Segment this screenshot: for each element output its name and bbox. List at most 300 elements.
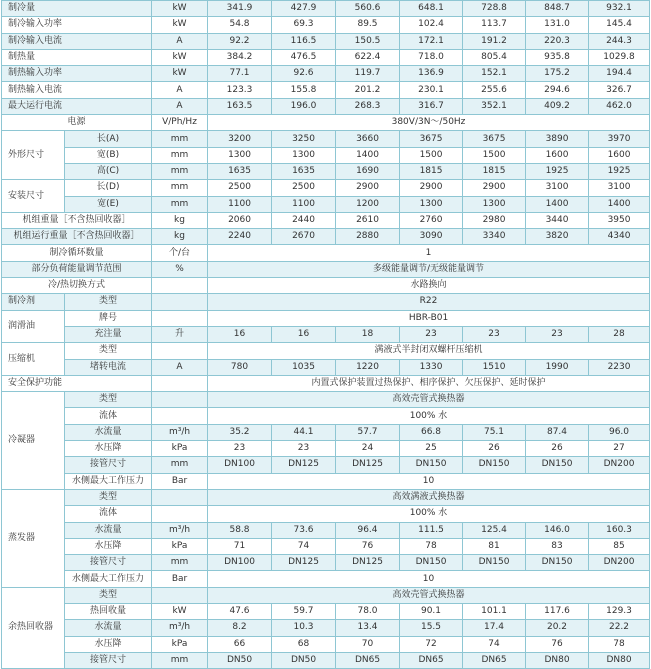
- cell: 1690: [336, 163, 400, 179]
- cell: 16: [208, 326, 272, 342]
- cell: 136.9: [400, 66, 463, 82]
- cell: DN125: [336, 457, 400, 473]
- cell: 1400: [526, 196, 589, 212]
- cell: 3100: [589, 180, 650, 196]
- cell: 92.6: [272, 66, 336, 82]
- cell: 932.1: [589, 1, 650, 17]
- table-row: [2, 98, 650, 114]
- row-unit: Bar: [152, 571, 208, 587]
- row-label: 机组重量［不含热回收器］: [2, 212, 152, 228]
- cell: 35.2: [208, 424, 272, 440]
- cell: 780: [208, 359, 272, 375]
- cell: 409.2: [526, 98, 589, 114]
- cell: 2060: [208, 212, 272, 228]
- row-label: 流体: [65, 408, 152, 424]
- table-row: [2, 522, 650, 538]
- row-label: 最大运行电流: [2, 98, 152, 114]
- cell: 69.3: [272, 17, 336, 33]
- cell: 73.6: [272, 522, 336, 538]
- cell: 119.7: [336, 66, 400, 82]
- cell: 85: [589, 538, 650, 554]
- table-row: [2, 587, 650, 603]
- table-row: [2, 180, 650, 196]
- row-label: 类型: [65, 392, 152, 408]
- row-label: 机组运行重量［不含热回收器］: [2, 229, 152, 245]
- row-unit: [152, 294, 208, 310]
- cell: 2900: [336, 180, 400, 196]
- cell: 23: [208, 441, 272, 457]
- cell: 175.2: [526, 66, 589, 82]
- row-unit: m³/h: [152, 522, 208, 538]
- table-row: [2, 375, 650, 391]
- row-label: 水流量: [65, 424, 152, 440]
- cell: 76: [336, 538, 400, 554]
- row-label: 接管尺寸: [65, 457, 152, 473]
- row-unit: mm: [152, 555, 208, 571]
- cell: 805.4: [463, 49, 526, 65]
- row-unit: [152, 587, 208, 603]
- cell: DN150: [400, 555, 463, 571]
- cell: 848.7: [526, 1, 589, 17]
- row-label: 制冷剂: [2, 294, 65, 310]
- cell: 2440: [272, 212, 336, 228]
- cell: 131.0: [526, 17, 589, 33]
- cell: 3250: [272, 131, 336, 147]
- cell: 230.1: [400, 82, 463, 98]
- cell: DN200: [589, 555, 650, 571]
- cell: 1500: [463, 147, 526, 163]
- table-row: [2, 33, 650, 49]
- cell: 2900: [400, 180, 463, 196]
- cell: 129.3: [589, 603, 650, 619]
- row-unit: kg: [152, 212, 208, 228]
- row-label: 制冷输入电流: [2, 33, 152, 49]
- cell: 1300: [272, 147, 336, 163]
- group-condenser: 冷凝器: [2, 392, 65, 490]
- row-unit: mm: [152, 652, 208, 668]
- cell: 66.8: [400, 424, 463, 440]
- table-row: [2, 147, 650, 163]
- row-label: 牌号: [65, 310, 152, 326]
- table-row: [2, 506, 650, 522]
- table-row: [2, 131, 650, 147]
- cell: 1029.8: [589, 49, 650, 65]
- table-row: [2, 66, 650, 82]
- row-unit: mm: [152, 163, 208, 179]
- cell: DN150: [463, 555, 526, 571]
- row-unit: kW: [152, 66, 208, 82]
- cell: 1330: [400, 359, 463, 375]
- cell: DN125: [272, 457, 336, 473]
- cell: 191.2: [463, 33, 526, 49]
- cell: 15.5: [400, 620, 463, 636]
- table-row: [2, 212, 650, 228]
- cell: DN100: [208, 555, 272, 571]
- row-label: 制热量: [2, 49, 152, 65]
- cell: 1100: [272, 196, 336, 212]
- cell: 1600: [589, 147, 650, 163]
- group-heat-recovery: 余热回收器: [2, 587, 65, 668]
- table-row: [2, 457, 650, 473]
- row-label: 宽(B): [65, 147, 152, 163]
- row-label: 接管尺寸: [65, 555, 152, 571]
- cell: 718.0: [400, 49, 463, 65]
- cell: 75.1: [463, 424, 526, 440]
- table-row: [2, 17, 650, 33]
- row-unit: m³/h: [152, 424, 208, 440]
- cell: 427.9: [272, 1, 336, 17]
- table-row: [2, 229, 650, 245]
- cell: 101.1: [463, 603, 526, 619]
- cell: DN50: [208, 652, 272, 668]
- row-unit: mm: [152, 180, 208, 196]
- cell: 3675: [400, 131, 463, 147]
- spec-table: [1, 0, 650, 669]
- row-label: 水侧最大工作压力: [65, 473, 152, 489]
- cell: 26: [526, 441, 589, 457]
- row-unit: mm: [152, 196, 208, 212]
- table-row: [2, 326, 650, 342]
- cell: 3950: [589, 212, 650, 228]
- row-label: 部分负荷能量调节范围: [2, 261, 152, 277]
- row-sublabel: 类型: [65, 294, 152, 310]
- row-label: 水压降: [65, 441, 152, 457]
- group-compressor: 压缩机: [2, 343, 65, 376]
- cell: 2500: [272, 180, 336, 196]
- cell: DN50: [272, 652, 336, 668]
- cell: 125.4: [463, 522, 526, 538]
- cell: 96.4: [336, 522, 400, 538]
- cell: 27: [589, 441, 650, 457]
- cell: 74: [463, 636, 526, 652]
- cell: 3675: [463, 131, 526, 147]
- merged-cell: 满液式半封闭双螺杆压缩机: [208, 343, 650, 359]
- row-label: 冷/热切换方式: [2, 278, 152, 294]
- row-unit: [152, 506, 208, 522]
- cell: 90.1: [400, 603, 463, 619]
- table-row: [2, 115, 650, 131]
- cell: DN150: [526, 555, 589, 571]
- row-label: 热回收量: [65, 603, 152, 619]
- cell: 196.0: [272, 98, 336, 114]
- cell: 935.8: [526, 49, 589, 65]
- table-row: [2, 441, 650, 457]
- row-label: 堵转电流: [65, 359, 152, 375]
- row-unit: %: [152, 261, 208, 277]
- cell: 648.1: [400, 1, 463, 17]
- cell: 146.0: [526, 522, 589, 538]
- cell: 123.3: [208, 82, 272, 98]
- merged-cell: 1: [208, 245, 650, 261]
- cell: 58.8: [208, 522, 272, 538]
- merged-cell: 多级能量调节/无级能量调节: [208, 261, 650, 277]
- merged-cell: R22: [208, 294, 650, 310]
- cell: 111.5: [400, 522, 463, 538]
- cell: 26: [463, 441, 526, 457]
- cell: 96.0: [589, 424, 650, 440]
- cell: 70: [336, 636, 400, 652]
- cell: 3200: [208, 131, 272, 147]
- cell: 152.1: [463, 66, 526, 82]
- table-row: [2, 163, 650, 179]
- cell: 3820: [526, 229, 589, 245]
- cell: 462.0: [589, 98, 650, 114]
- row-label: 制热输入功率: [2, 66, 152, 82]
- merged-cell: 高效壳管式换热器: [208, 392, 650, 408]
- cell: 1925: [589, 163, 650, 179]
- table-row: [2, 261, 650, 277]
- row-label: 水侧最大工作压力: [65, 571, 152, 587]
- row-label: 安全保护功能: [2, 375, 152, 391]
- table-row: [2, 538, 650, 554]
- cell: 150.5: [336, 33, 400, 49]
- row-label: 长(A): [65, 131, 152, 147]
- cell: 13.4: [336, 620, 400, 636]
- row-unit: [152, 278, 208, 294]
- cell: 1815: [463, 163, 526, 179]
- cell: 23: [526, 326, 589, 342]
- cell: 18: [336, 326, 400, 342]
- cell: DN150: [463, 457, 526, 473]
- row-label: 长(D): [65, 180, 152, 196]
- row-label: 宽(E): [65, 196, 152, 212]
- merged-cell: 水路换向: [208, 278, 650, 294]
- cell: DN65: [400, 652, 463, 668]
- cell: 81: [463, 538, 526, 554]
- cell: DN150: [400, 457, 463, 473]
- table-row: [2, 473, 650, 489]
- row-unit: kPa: [152, 441, 208, 457]
- table-row: [2, 49, 650, 65]
- row-unit: kW: [152, 603, 208, 619]
- row-unit: [152, 343, 208, 359]
- cell: 68: [272, 636, 336, 652]
- cell: 74: [272, 538, 336, 554]
- cell: 78.0: [336, 603, 400, 619]
- cell: 1815: [400, 163, 463, 179]
- table-row: [2, 196, 650, 212]
- cell: DN125: [336, 555, 400, 571]
- table-row: [2, 310, 650, 326]
- row-unit: V/Ph/Hz: [152, 115, 208, 131]
- cell: 384.2: [208, 49, 272, 65]
- table-row: [2, 359, 650, 375]
- cell: 102.4: [400, 17, 463, 33]
- table-row: [2, 82, 650, 98]
- row-label: 类型: [65, 489, 152, 505]
- row-unit: Bar: [152, 473, 208, 489]
- cell: 1200: [336, 196, 400, 212]
- row-label: 电源: [2, 115, 152, 131]
- merged-cell: 10: [208, 571, 650, 587]
- row-unit: kW: [152, 1, 208, 17]
- cell: 1220: [336, 359, 400, 375]
- cell: 3100: [526, 180, 589, 196]
- cell: 76: [526, 636, 589, 652]
- cell: 352.1: [463, 98, 526, 114]
- table-row: [2, 555, 650, 571]
- cell: 3970: [589, 131, 650, 147]
- row-unit: kW: [152, 17, 208, 33]
- row-unit: mm: [152, 131, 208, 147]
- row-unit: A: [152, 82, 208, 98]
- cell: 47.6: [208, 603, 272, 619]
- table-row: [2, 294, 650, 310]
- cell: 145.4: [589, 17, 650, 33]
- cell: 92.2: [208, 33, 272, 49]
- row-unit: kW: [152, 49, 208, 65]
- table-row: [2, 343, 650, 359]
- table-row: [2, 636, 650, 652]
- table-row: [2, 392, 650, 408]
- cell: 2900: [463, 180, 526, 196]
- cell: 255.6: [463, 82, 526, 98]
- table-row: [2, 603, 650, 619]
- cell: 1600: [526, 147, 589, 163]
- cell: 244.3: [589, 33, 650, 49]
- cell: 25: [400, 441, 463, 457]
- cell: 23: [463, 326, 526, 342]
- cell: 294.6: [526, 82, 589, 98]
- group-dimensions: 外形尺寸: [2, 131, 65, 180]
- cell: 54.8: [208, 17, 272, 33]
- cell: DN80: [526, 652, 589, 668]
- row-label: 制冷输入功率: [2, 17, 152, 33]
- cell: 16: [272, 326, 336, 342]
- table-row: [2, 424, 650, 440]
- cell: 3440: [526, 212, 589, 228]
- cell: 220.3: [526, 33, 589, 49]
- merged-cell: 内置式保护装置过热保护、相序保护、欠压保护、延时保护: [208, 375, 650, 391]
- cell: 116.5: [272, 33, 336, 49]
- row-label: 流体: [65, 506, 152, 522]
- cell: 77.1: [208, 66, 272, 82]
- row-unit: kPa: [152, 636, 208, 652]
- table-row: [2, 489, 650, 505]
- cell: 2500: [208, 180, 272, 196]
- cell: 1400: [336, 147, 400, 163]
- table-row: [2, 1, 650, 17]
- cell: 23: [272, 441, 336, 457]
- cell: DN65: [336, 652, 400, 668]
- cell: 117.6: [526, 603, 589, 619]
- cell: 4340: [589, 229, 650, 245]
- cell: 2230: [589, 359, 650, 375]
- table-row: [2, 408, 650, 424]
- cell: DN100: [208, 457, 272, 473]
- cell: 83: [526, 538, 589, 554]
- cell: 1100: [208, 196, 272, 212]
- cell: 1400: [589, 196, 650, 212]
- cell: 194.4: [589, 66, 650, 82]
- cell: 10.3: [272, 620, 336, 636]
- row-unit: [152, 489, 208, 505]
- cell: 1635: [272, 163, 336, 179]
- cell: 78: [589, 636, 650, 652]
- cell: 66: [208, 636, 272, 652]
- group-evaporator: 蒸发器: [2, 489, 65, 587]
- cell: 1635: [208, 163, 272, 179]
- cell: 622.4: [336, 49, 400, 65]
- merged-cell: 380V/3N～/50Hz: [208, 115, 650, 131]
- cell: 2240: [208, 229, 272, 245]
- cell: 2980: [463, 212, 526, 228]
- cell: 3890: [526, 131, 589, 147]
- cell: 160.3: [589, 522, 650, 538]
- table-row: [2, 245, 650, 261]
- table-row: [2, 278, 650, 294]
- row-label: 制热输入电流: [2, 82, 152, 98]
- cell: 1300: [463, 196, 526, 212]
- cell: 23: [400, 326, 463, 342]
- merged-cell: 高效满液式换热器: [208, 489, 650, 505]
- row-label: 充注量: [65, 326, 152, 342]
- cell: 1500: [400, 147, 463, 163]
- cell: 1035: [272, 359, 336, 375]
- cell: 2670: [272, 229, 336, 245]
- row-unit: mm: [152, 457, 208, 473]
- cell: 316.7: [400, 98, 463, 114]
- group-lube: 润滑油: [2, 310, 65, 343]
- cell: DN80: [589, 652, 650, 668]
- cell: 1300: [400, 196, 463, 212]
- cell: DN65: [463, 652, 526, 668]
- table-row: [2, 620, 650, 636]
- cell: 17.4: [463, 620, 526, 636]
- cell: 268.3: [336, 98, 400, 114]
- row-unit: A: [152, 359, 208, 375]
- cell: 3660: [336, 131, 400, 147]
- cell: 22.2: [589, 620, 650, 636]
- cell: 44.1: [272, 424, 336, 440]
- table-row: [2, 652, 650, 668]
- cell: 341.9: [208, 1, 272, 17]
- row-unit: A: [152, 33, 208, 49]
- cell: 155.8: [272, 82, 336, 98]
- cell: 72: [400, 636, 463, 652]
- cell: DN125: [272, 555, 336, 571]
- merged-cell: HBR-B01: [208, 310, 650, 326]
- cell: 1300: [208, 147, 272, 163]
- cell: 3340: [463, 229, 526, 245]
- row-label: 高(C): [65, 163, 152, 179]
- cell: 2610: [336, 212, 400, 228]
- cell: 8.2: [208, 620, 272, 636]
- merged-cell: 100% 水: [208, 506, 650, 522]
- table-row: [2, 571, 650, 587]
- merged-cell: 高效壳管式换热器: [208, 587, 650, 603]
- cell: 59.7: [272, 603, 336, 619]
- row-label: 类型: [65, 343, 152, 359]
- row-label: 类型: [65, 587, 152, 603]
- row-label: 接管尺寸: [65, 652, 152, 668]
- cell: 3090: [400, 229, 463, 245]
- row-label: 水流量: [65, 522, 152, 538]
- row-label: 水压降: [65, 636, 152, 652]
- cell: 24: [336, 441, 400, 457]
- cell: 163.5: [208, 98, 272, 114]
- row-unit: A: [152, 98, 208, 114]
- row-unit: 个/台: [152, 245, 208, 261]
- row-unit: 升: [152, 326, 208, 342]
- cell: 113.7: [463, 17, 526, 33]
- cell: 78: [400, 538, 463, 554]
- cell: 1925: [526, 163, 589, 179]
- cell: 326.7: [589, 82, 650, 98]
- row-unit: [152, 375, 208, 391]
- merged-cell: 100% 水: [208, 408, 650, 424]
- row-unit: [152, 310, 208, 326]
